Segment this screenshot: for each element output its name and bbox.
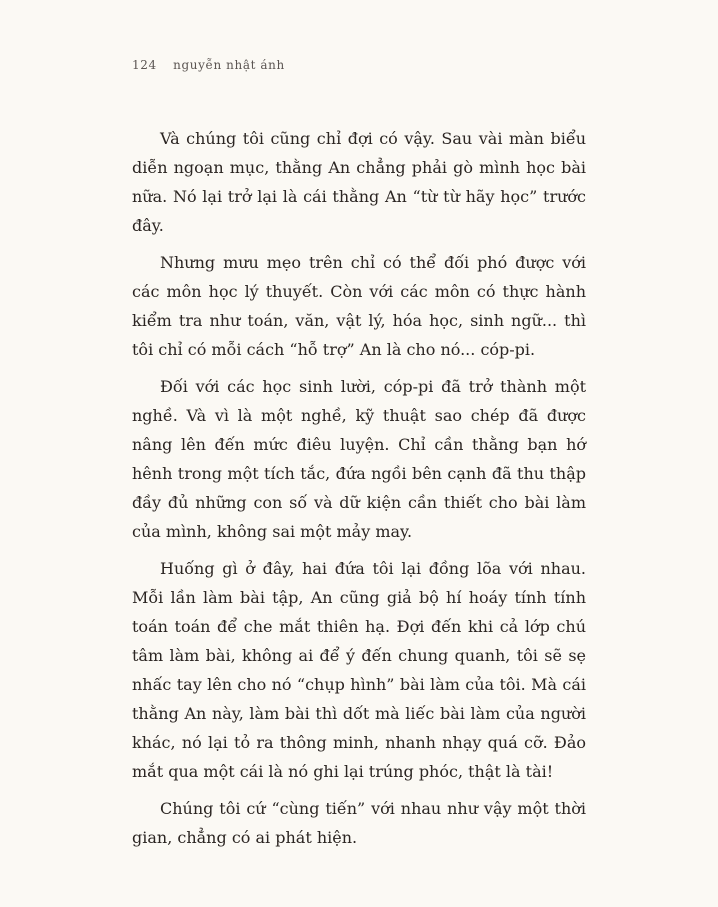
running-header xyxy=(132,58,285,72)
page-number: 124 xyxy=(132,58,157,72)
body-text xyxy=(132,124,586,860)
paragraph-3: Đối với các học sinh lười, cóp-pi đã trở thành một nghề. Và vì là một nghề, kỹ thuật sao chép đã được nâng lên đến mức điêu luyện. Chỉ cần thằng bạn hớ hênh trong một tích tắc, đứa ngồi bên cạnh đã thu thập đầy đủ những con số và dữ kiện cần thiết cho bài làm của mình, không sai một mảy may. xyxy=(132,377,586,541)
paragraph-4: Huống gì ở đây, hai đứa tôi lại đồng lõa với nhau. Mỗi lần làm bài tập, An cũng giả bộ hí hoáy tính tính toán toán để che mắt thiên hạ. Đợi đến khi cả lớp chú tâm làm bài, không ai để ý đến chung quanh, tôi sẽ sẹ nhấc tay lên cho nó “chụp hình” bài làm của tôi. Mà cái thằng An này, làm bài thì dốt mà liếc bài làm của người khác, nó lại tỏ ra thông minh, nhanh nhạy quá cỡ. Đảo mắt qua một cái là nó ghi lại trúng phóc, thật là tài! xyxy=(132,559,586,781)
running-title: nguyễn nhật ánh xyxy=(173,58,285,72)
paragraph-5: Chúng tôi cứ “cùng tiến” với nhau như vậy một thời gian, chẳng có ai phát hiện. xyxy=(132,799,586,847)
paragraph-1: Và chúng tôi cũng chỉ đợi có vậy. Sau vài màn biểu diễn ngoạn mục, thằng An chẳng phải gò mình học bài nữa. Nó lại trở lại là cái thằng An “từ từ hãy học” trước đây. xyxy=(132,129,586,235)
paragraph-2: Nhưng mưu mẹo trên chỉ có thể đối phó được với các môn học lý thuyết. Còn với các môn có thực hành kiểm tra như toán, văn, vật lý, hóa học, sinh ngữ... thì tôi chỉ có mỗi cách “hỗ trợ” An là cho nó... cóp-pi. xyxy=(132,253,586,359)
